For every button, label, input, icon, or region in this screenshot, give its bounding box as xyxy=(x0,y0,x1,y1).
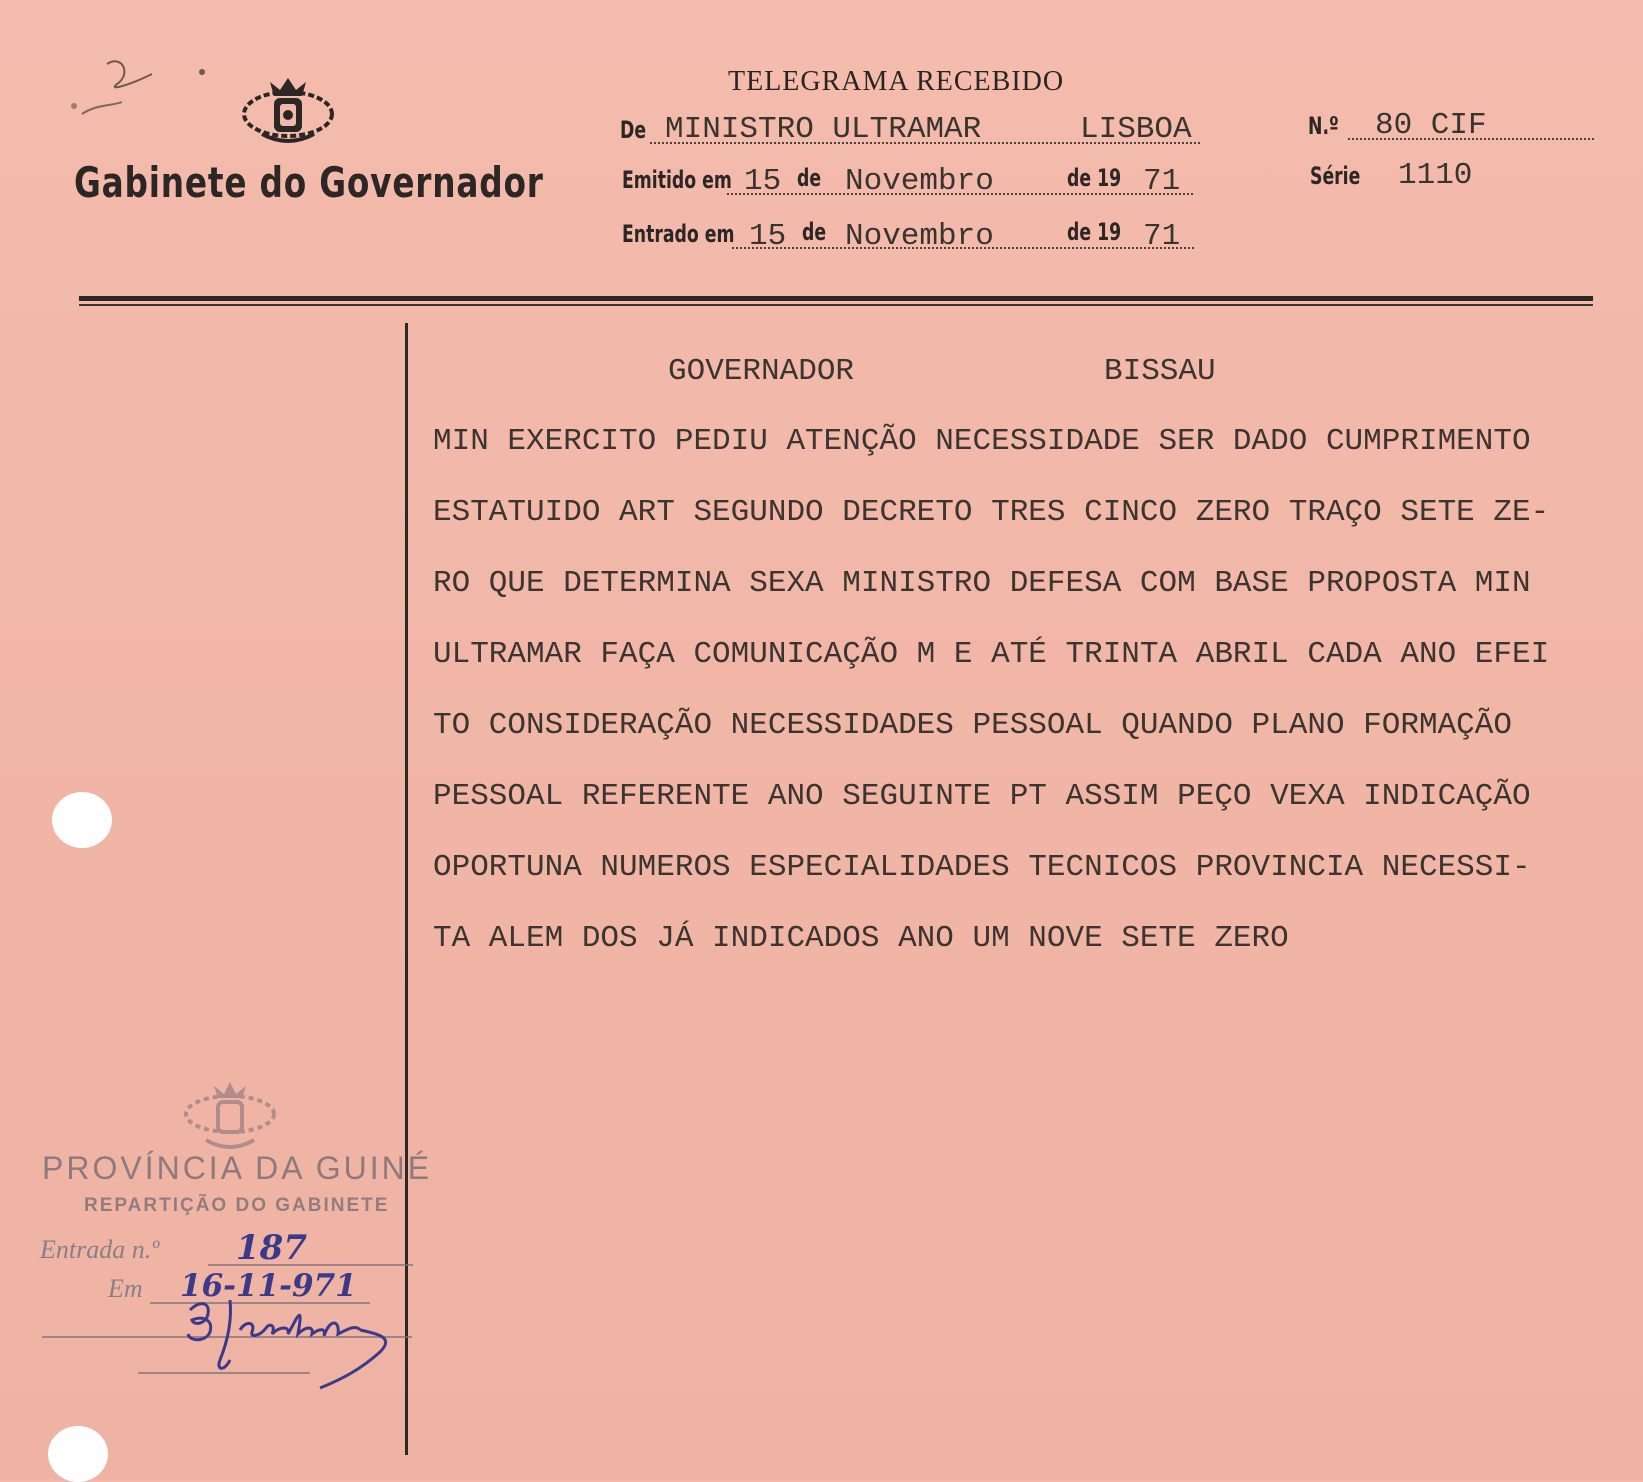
pen-scribble xyxy=(62,44,222,134)
message-line: ESTATUIDO ART SEGUNDO DECRETO TRES CINCO ZERO TRAÇO SETE ZE- xyxy=(433,495,1550,530)
handwritten-signature xyxy=(180,1290,410,1390)
message-line: OPORTUNA NUMEROS ESPECIALIDADES TECNICOS PROVINCIA NECESSI- xyxy=(433,850,1531,885)
stamp-department: REPARTIÇÃO DO GABINETE xyxy=(84,1195,390,1216)
serie-label: Série xyxy=(1310,162,1361,190)
number-label: N.º xyxy=(1308,112,1339,140)
serie-value: 1110 xyxy=(1398,158,1473,193)
stamp-date-value: 16-11-971 xyxy=(180,1268,357,1304)
stamp-entry-label: Entrada n.º xyxy=(40,1235,160,1264)
coat-of-arms-icon xyxy=(240,72,336,148)
from-city: LISBOA xyxy=(1080,112,1192,147)
emitted-year-label: de 19 xyxy=(1067,164,1122,192)
office-title: Gabinete do Governador xyxy=(74,158,544,207)
addressee: GOVERNADOR xyxy=(668,354,855,389)
punch-hole xyxy=(48,1426,108,1482)
from-label: De xyxy=(620,116,647,144)
message-line: MIN EXERCITO PEDIU ATENÇÃO NECESSIDADE SER DADO CUMPRIMENTO xyxy=(433,424,1531,459)
header-divider-secondary xyxy=(79,304,1593,306)
emitted-year: 71 xyxy=(1143,164,1181,199)
entered-year: 71 xyxy=(1143,219,1181,254)
stamp-entry-number: 187 xyxy=(236,1228,307,1268)
message-line: TA ALEM DOS JÁ INDICADOS ANO UM NOVE SETE ZERO xyxy=(433,921,1289,956)
stamp-province: PROVÍNCIA DA GUINÉ xyxy=(42,1150,433,1186)
emitted-label: Emitido em xyxy=(622,166,732,194)
message-line: RO QUE DETERMINA SEXA MINISTRO DEFESA COM BASE PROPOSTA MIN xyxy=(433,566,1531,601)
message-line: ULTRAMAR FAÇA COMUNICAÇÃO M E ATÉ TRINTA ABRIL CADA ANO EFEI xyxy=(433,637,1550,672)
stamp-crest-icon xyxy=(180,1078,280,1156)
entered-day: 15 xyxy=(749,219,787,254)
form-title: TELEGRAMA RECEBIDO xyxy=(728,66,1065,97)
entered-year-label: de 19 xyxy=(1067,218,1122,246)
entered-de-label: de xyxy=(802,218,827,246)
header-divider xyxy=(79,296,1593,301)
number-value: 80 CIF xyxy=(1375,108,1487,143)
entered-month: Novembro xyxy=(845,219,994,254)
emitted-day: 15 xyxy=(744,164,782,199)
message-line: PESSOAL REFERENTE ANO SEGUINTE PT ASSIM PEÇO VEXA INDICAÇÃO xyxy=(433,779,1531,814)
message-line: TO CONSIDERAÇÃO NECESSIDADES PESSOAL QUANDO PLANO FORMAÇÃO xyxy=(433,708,1512,743)
margin-divider xyxy=(405,323,408,1455)
stamp-date-label: Em xyxy=(108,1274,143,1303)
emitted-de-label: de xyxy=(797,164,822,192)
emitted-month: Novembro xyxy=(845,164,994,199)
from-value: MINISTRO ULTRAMAR xyxy=(665,112,982,147)
entered-label: Entrado em xyxy=(622,220,735,248)
addressee-city: BISSAU xyxy=(1104,354,1216,389)
punch-hole xyxy=(52,792,112,848)
